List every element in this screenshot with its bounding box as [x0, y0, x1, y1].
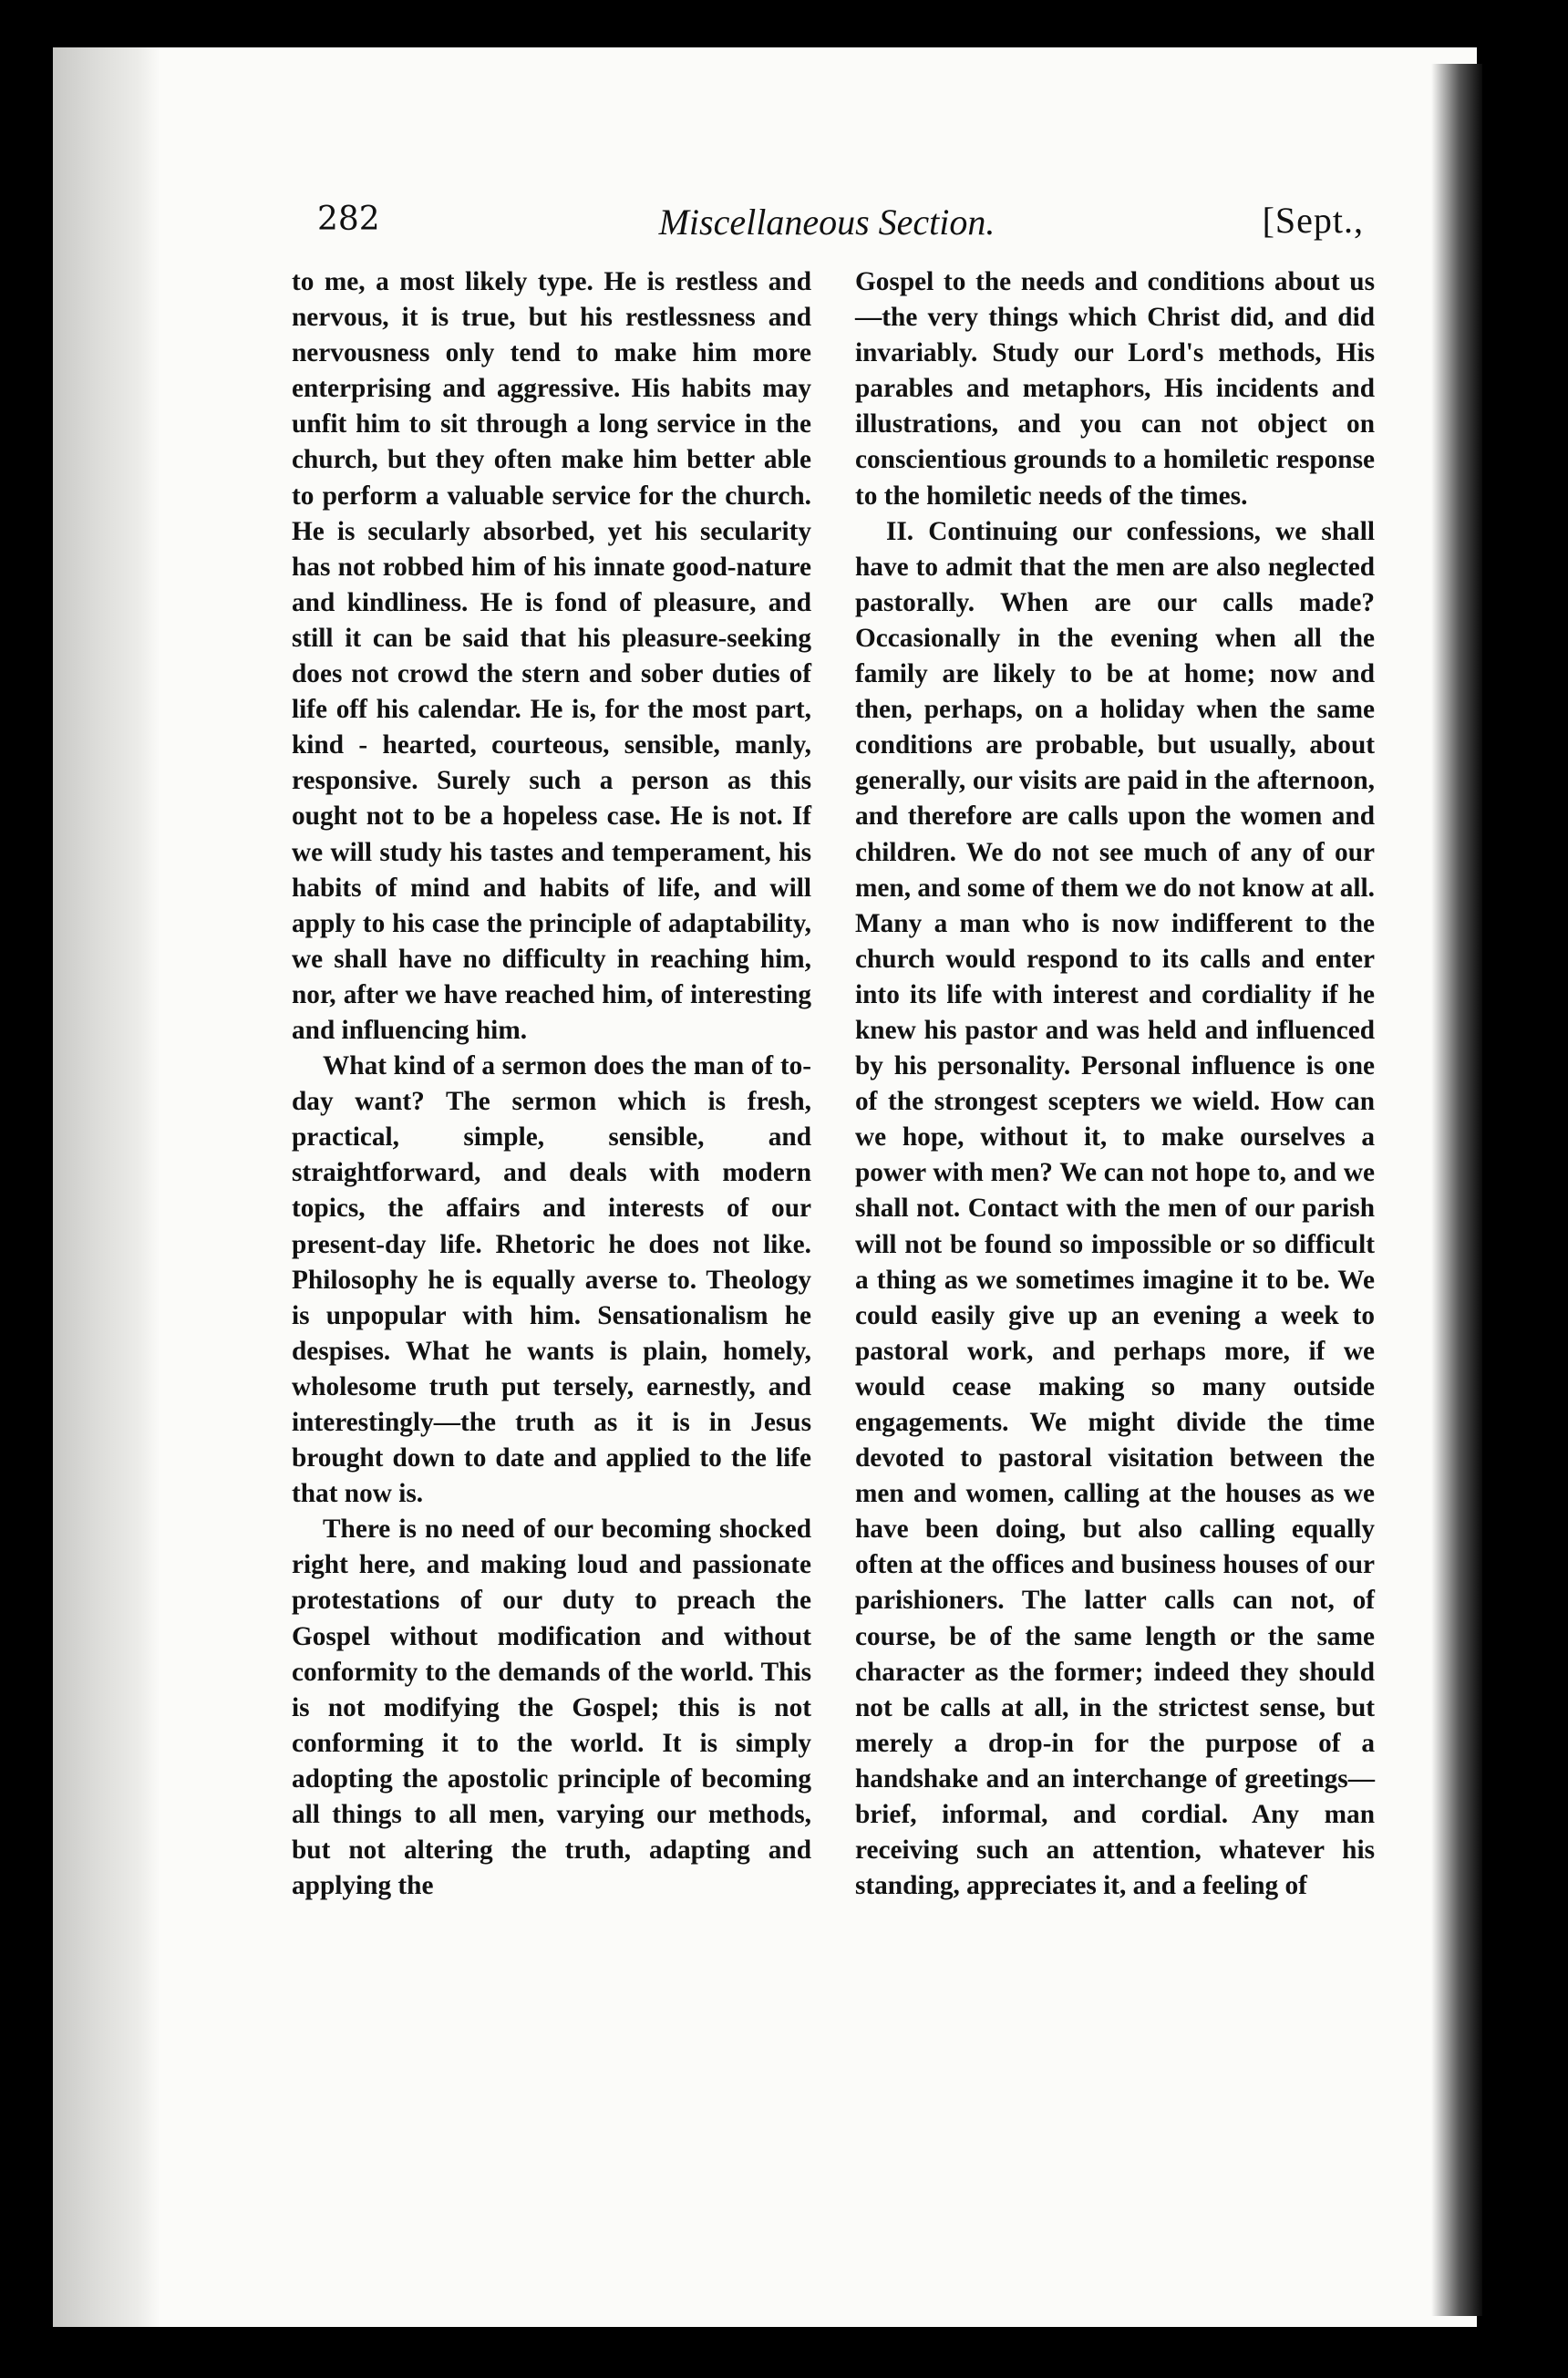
right-paragraph-1: Gospel to the needs and conditions about us—the very things which Christ did, and did invariably. Study our Lord's methods, His parables and metaphors, His incidents and illustrations, and you can not object on conscientious grounds to a homiletic response to the homiletic needs of the times. [855, 267, 1375, 511]
running-header [290, 193, 1364, 248]
left-paragraph-2: What kind of a sermon does the man of to-day want? The sermon which is fresh, practical, simple, sensible, and straightforward, and deals with modern topics, the affairs and interests of our present-day life. Rhetoric he does not like. Philosophy he is equally averse to. Theology is unpopular with him. Sensationalism he despises. What he wants is plain, homely, wholesome truth put tersely, earnestly, and interestingly—the truth as it is in Jesus brought down to date and applied to the life that now is. [292, 1051, 811, 1509]
right-paragraph-2: II. Continuing our confessions, we shall have to admit that the men are also neglected pastorally. When are our calls made? Occasionally in the evening when all the family are likely to be at home; now and then, perhaps, on a holiday when the same conditions are probable, but usually, about generally, our visits are paid in the afternoon, and therefore are calls upon the women and children. We do not see much of any of our men, and some of them we do not know at all. Many a man who is now indifferent to the church would respond to its calls and enter into its life with interest and cordiality if he knew his pastor and was held and influenced by his personality. Personal influence is one of the strongest scepters we wield. How can we hope, without it, to make ourselves a power with men? We can not hope to, and we shall not. Contact with the men of our parish will not be found so impossible or so difficult a thing as we sometimes imagine it to be. We could easily give up an evening a week to pastoral work, and perhaps more, if we would cease making so many outside engagements. We might divide the time devoted to pastoral visitation between the men and women, calling at the houses as we have been doing, but also calling equally often at the offices and business houses of our parishioners. The latter calls can not, of course, be of the same length or the same character as the former; indeed they should not be calls at all, in the strictest sense, but merely a drop-in for the purpose of a handshake and an interchange of greetings—brief, informal, and cordial. Any man receiving such an attention, whatever his standing, appreciates it, and a feeling of [855, 516, 1375, 1901]
section-title: Miscellaneous Section. [658, 202, 995, 243]
left-paragraph-3: There is no need of our becoming shocked right here, and making loud and passionate protestations of our duty to preach the Gospel without modification and without conformity to the demands of the world. This is not modifying the Gospel; this is not conforming it to the world. It is simply adopting the apostolic principle of becoming all things to all men, varying our methods, but not altering the truth, adapting and applying the [292, 1515, 811, 1901]
left-text-column [292, 264, 811, 1904]
left-paragraph-1: to me, a most likely type. He is restless and nervous, it is true, but his restlessness and nervousness only tend to make him more enterprising and aggressive. His habits may unfit him to sit through a long service in the church, but they often make him better able to perform a valuable service for the church. He is secularly absorbed, yet his secularity has not robbed him of his innate good-nature and kindliness. He is fond of pleasure, and still it can be said that his pleasure-seeking does not crowd the stern and sober duties of life off his calendar. He is, for the most part, kind - hearted, courteous, sensible, manly, responsive. Surely such a person as this ought not to be a hopeless case. He is not. If we will study his tastes and temperament, his habits of mind and habits of life, and will apply to his case the principle of adaptability, we shall have no difficulty in reaching him, nor, after we have reached him, of interesting and influencing him. [292, 267, 811, 1045]
page-gutter-shading [53, 47, 160, 2327]
page-number: 282 [317, 201, 380, 238]
header-month: [Sept., [1262, 200, 1364, 241]
page-edge-shadow [1431, 64, 1482, 2316]
right-text-column [855, 264, 1375, 1904]
